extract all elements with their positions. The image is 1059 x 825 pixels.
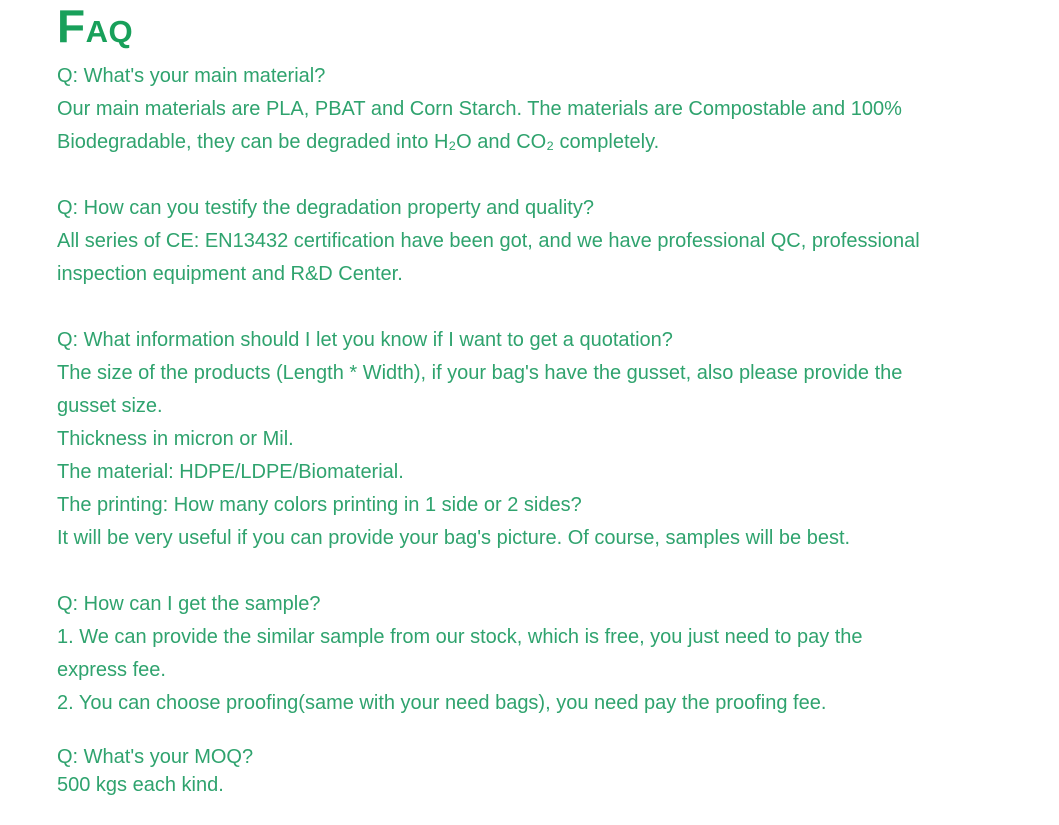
faq-question: Q: What's your MOQ? [57,746,254,768]
faq-answer-line: Biodegradable, they can be degraded into H₂O and CO₂ completely. [57,131,660,153]
faq-question: Q: What's your main material? [57,65,326,87]
faq-answer-line: Our main materials are PLA, PBAT and Corn Starch. The materials are Compostable and 100% [57,98,902,120]
faq-item-moq [57,743,1029,799]
faq-question: Q: How can you testify the degradation property and quality? [57,197,594,219]
faq-answer-line: 1. We can provide the similar sample from our stock, which is free, you just need to pay the [57,626,863,648]
faq-item-sample [57,588,1029,720]
faq-answer-line: All series of CE: EN13432 certification have been got, and we have professional QC, professional [57,230,920,252]
faq-answer-line: The printing: How many colors printing in 1 side or 2 sides? [57,494,582,516]
page-title-rest: AQ [85,14,134,49]
faq-answer-line: It will be very useful if you can provide your bag's picture. Of course, samples will be best. [57,527,851,549]
faq-item-quotation-info [57,324,1029,555]
faq-answer-line: inspection equipment and R&D Center. [57,263,403,285]
faq-item-main-material [57,60,1029,159]
faq-answer-line: express fee. [57,659,166,681]
faq-item-degradation-testing [57,192,1029,291]
faq-answer-line: Thickness in micron or Mil. [57,428,294,450]
faq-answer-line: 2. You can choose proofing(same with your need bags), you need pay the proofing fee. [57,692,827,714]
faq-question: Q: How can I get the sample? [57,593,321,615]
page-title-initial: F [57,0,86,52]
faq-answer-line: The size of the products (Length * Width), if your bag's have the gusset, also please provide the [57,362,903,384]
faq-answer-line: gusset size. [57,395,163,417]
faq-answer-line: 500 kgs each kind. [57,774,224,796]
faq-question: Q: What information should I let you know if I want to get a quotation? [57,329,673,351]
faq-answer-line: The material: HDPE/LDPE/Biomaterial. [57,461,404,483]
page-title [57,0,1029,54]
